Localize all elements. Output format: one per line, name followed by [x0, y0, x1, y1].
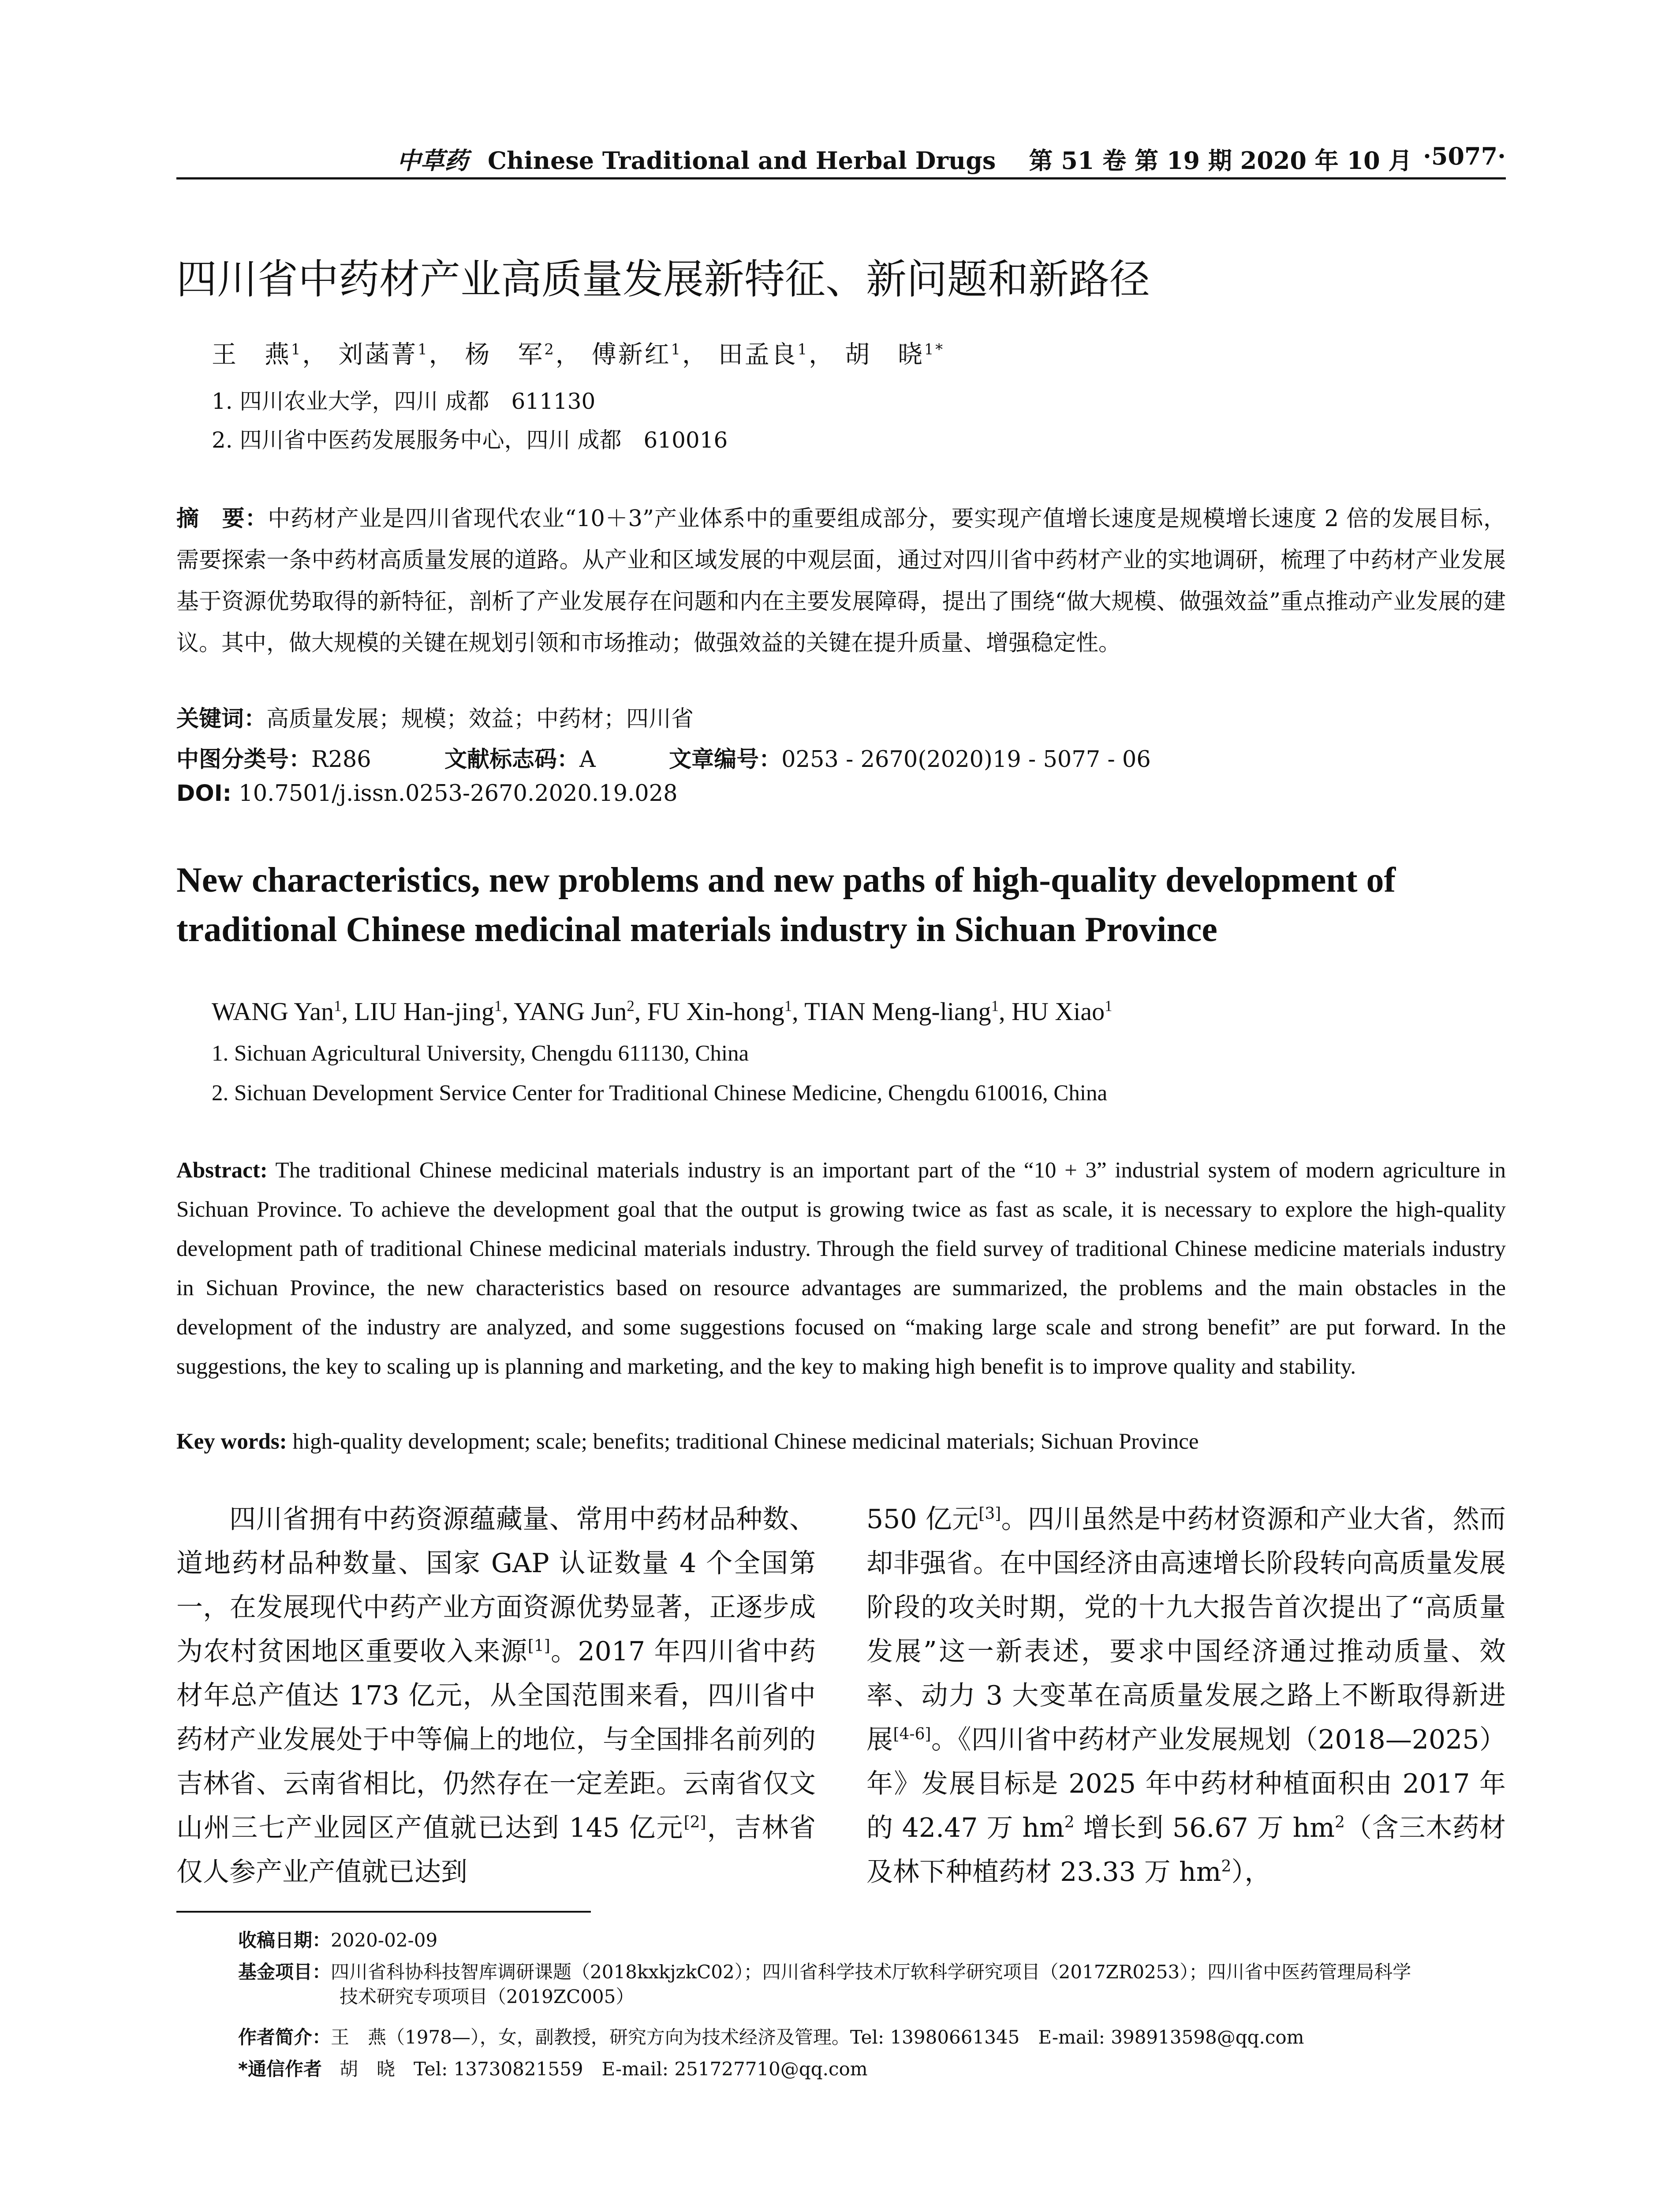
- author-en: YANG Jun: [514, 997, 627, 1026]
- abstract-cn: [176, 498, 1506, 664]
- header-rule: [176, 177, 1506, 179]
- body-text: 。《四川省中药材产业发展规划（2018—2025）年》发展目标是 2025 年中药材种植面积由 2017 年的 42.47 万 hm: [866, 1724, 1506, 1843]
- received-value: 2020-02-09: [331, 1929, 438, 1951]
- author-aff-mark: 1: [334, 997, 342, 1015]
- fund-value-continued: 技术研究专项项目（2019ZC005）: [340, 1986, 635, 2007]
- citation-ref[interactable]: [4-6]: [893, 1725, 931, 1743]
- body-column-left: [176, 1497, 816, 1894]
- doc-code-label: 文献标志码：: [444, 747, 579, 773]
- journal-en-name: Chinese Traditional and Herbal Drugs: [488, 146, 996, 175]
- keywords-en: [176, 1429, 1506, 1454]
- author-aff-mark: 1: [991, 997, 999, 1015]
- body-text: ，吉林省仅人参产业产值就已达到: [176, 1813, 816, 1887]
- author-en: TIAN Meng-liang: [804, 997, 991, 1026]
- doc-code-value: A: [579, 747, 596, 773]
- author-aff-mark: 1: [291, 340, 302, 358]
- citation-ref[interactable]: [2]: [683, 1813, 706, 1831]
- author-aff-mark: 1*: [924, 340, 945, 358]
- authors-cn: 王 燕$^1$， 刘菡菁$^1$， 杨 军$^2$， 傅新红$^1$， 田孟良$^1$， 胡 晓$^{1*}$: [212, 340, 945, 369]
- author-aff-mark: 2: [627, 997, 635, 1015]
- author-en: FU Xin-hong: [647, 997, 784, 1026]
- article-no-value: 0253 - 2670(2020)19 - 5077 - 06: [781, 747, 1151, 773]
- author-aff-mark: 1: [671, 340, 682, 358]
- abstract-cn-label: 摘 要：: [176, 506, 268, 532]
- body-text: 。2017 年四川省中药材年总产值达 173 亿元，从全国范围来看，四川省中药材产业发展处于中等偏上的地位，与全国排名前列的吉林省、云南省相比，仍然存在一定差距。云南省仅文山州三七产业园区产值就已达到 145 亿元: [176, 1636, 816, 1843]
- citation-ref[interactable]: [1]: [527, 1637, 550, 1655]
- received-label: 收稿日期：: [238, 1929, 331, 1951]
- author-aff-mark: 1: [494, 997, 502, 1015]
- author-aff-mark: 1: [797, 340, 809, 358]
- author-en: WANG Yan: [212, 997, 334, 1026]
- journal-cn-logo: 中草药: [397, 146, 468, 175]
- page-number: ·5077·: [1423, 142, 1506, 170]
- running-header: [176, 139, 1506, 175]
- keywords-en-text: high-quality development; scale; benefits; traditional Chinese medicinal materials; Sichuan Province: [292, 1429, 1199, 1454]
- citation-ref[interactable]: [3]: [978, 1505, 1001, 1523]
- footnote-corresponding: [238, 2057, 1508, 2082]
- author-aff-mark: 1: [418, 340, 429, 358]
- affiliation-en-2: 2. Sichuan Development Service Center for Traditional Chinese Medicine, Chengdu 610016, China: [212, 1081, 1108, 1106]
- affiliation-en-1: 1. Sichuan Agricultural University, Chengdu 611130, China: [212, 1041, 749, 1066]
- clc-label: 中图分类号：: [176, 747, 312, 773]
- body-text: 。四川虽然是中药材资源和产业大省，然而却非强省。在中国经济由高速增长阶段转向高质量发展阶段的攻关时期，党的十九大报告首次提出了“高质量发展”这一新表述，要求中国经济通过推动质量、效率、动力 3 大变革在高质量发展之路上不断取得新进展: [866, 1504, 1506, 1755]
- keywords-en-label: Key words:: [176, 1429, 287, 1454]
- author-cn: 傅新红: [591, 340, 671, 369]
- author-cn: 田孟良: [718, 340, 798, 369]
- keywords-cn-label: 关键词：: [176, 706, 267, 732]
- keywords-cn: [176, 700, 694, 733]
- affiliation-cn-1: 1. 四川农业大学，四川 成都 611130: [212, 389, 596, 414]
- unit-superscript: 2: [1221, 1857, 1232, 1876]
- author-aff-mark: 2: [544, 340, 556, 358]
- unit-superscript: 2: [1064, 1813, 1075, 1831]
- doi-value[interactable]: 10.7501/j.issn.0253-2670.2020.19.028: [239, 781, 678, 807]
- author-cn: 胡 晓: [844, 340, 924, 369]
- body-text: 增长到 56.67 万 hm: [1074, 1813, 1335, 1843]
- abstract-en: [176, 1151, 1506, 1387]
- issue-info: 第 51 卷 第 19 期 2020 年 10 月: [1029, 146, 1412, 175]
- journal-line: [397, 142, 1412, 176]
- body-text: 550 亿元: [866, 1504, 979, 1535]
- clc-value: R286: [311, 747, 371, 773]
- footnote-received: [238, 1928, 1508, 1953]
- body-column-right: [866, 1497, 1506, 1894]
- author-cn: 杨 军: [465, 340, 545, 369]
- corresponding-value: 胡 晓 Tel: 13730821559 E-mail: 251727710@qq.com: [340, 2058, 868, 2080]
- body-text: 四川省拥有中药资源蕴藏量、常用中药材品种数、道地药材品种数量、国家 GAP 认证数量 4 个全国第一，在发展现代中药产业方面资源优势显著，正逐步成为农村贫困地区重要收入来源: [176, 1504, 816, 1667]
- author-cn: 王 燕: [212, 340, 291, 369]
- author-aff-mark: 1: [784, 997, 792, 1015]
- title-en: New characteristics, new problems and new paths of high-quality development of traditional Chinese medicinal materials industry in Sichuan Province: [176, 861, 1396, 949]
- affiliation-cn-2: 2. 四川省中医药发展服务中心，四川 成都 610016: [212, 427, 728, 453]
- author-en: LIU Han-jing: [354, 997, 494, 1026]
- article-no-label: 文章编号：: [669, 747, 782, 773]
- fund-value: 四川省科协科技智库调研课题（2018kxkjzkC02）；四川省科学技术厅软科学研究项目（2017ZR0253）；四川省中医药管理局科学: [331, 1961, 1411, 1983]
- classification-line: [176, 741, 1217, 774]
- footnote-author: [238, 2025, 1508, 2050]
- body-text: （含三木药材及林下种植药材 23.33 万 hm: [866, 1813, 1506, 1887]
- unit-superscript: 2: [1335, 1813, 1345, 1831]
- author-en: HU Xiao: [1012, 997, 1105, 1026]
- author-cn: 刘菡菁: [338, 340, 418, 369]
- author-bio-value: 王 燕（1978—），女，副教授，研究方向为技术经济及管理。Tel: 13980661345 E-mail: 398913598@qq.com: [331, 2026, 1304, 2048]
- author-bio-label: 作者简介：: [238, 2026, 331, 2048]
- abstract-en-text: The traditional Chinese medicinal materials industry is an important part of the “10 + 3” industrial system of modern agriculture in Sichuan Province. To achieve the development goal that the output is growing twice as fast as scale, it is necessary to explore the high-quality development path of traditional Chinese medicinal materials industry. Through the field survey of traditional Chinese medicine materials industry in Sichuan Province, the new characteristics based on resource advantages are summarized, the problems and the main obstacles in the development of the industry are analyzed, and some suggestions focused on “making large scale and strong benefit” are put forward. In the suggestions, the key to scaling up is planning and marketing, and the key to making high benefit is to improve quality and stability.: [176, 1158, 1506, 1379]
- doi-line: [176, 781, 678, 807]
- abstract-cn-text: 中药材产业是四川省现代农业“10＋3”产业体系中的重要组成部分，要实现产值增长速度是规模增长速度 2 倍的发展目标，需要探索一条中药材高质量发展的道路。从产业和区域发展的中观层面，通过对四川省中药材产业的实地调研，梳理了中药材产业发展基于资源优势取得的新特征，剖析了产业发展存在问题和内在主要发展障碍，提出了围绕“做大规模、做强效益”重点推动产业发展的建议。其中，做大规模的关键在规划引领和市场推动；做强效益的关键在提升质量、增强稳定性。: [176, 506, 1506, 656]
- corresponding-label: *通信作者: [238, 2058, 322, 2080]
- doi-label: DOI:: [176, 781, 232, 807]
- body-text: ），: [1231, 1857, 1271, 1887]
- author-aff-mark: 1: [1105, 997, 1113, 1015]
- footnote-fund: [238, 1960, 1508, 2009]
- keywords-cn-text: 高质量发展；规模；效益；中药材；四川省: [266, 706, 694, 732]
- footnote-rule: [176, 1911, 591, 1913]
- abstract-en-label: Abstract:: [176, 1158, 268, 1183]
- title-cn: 四川省中药材产业高质量发展新特征、新问题和新路径: [176, 256, 1150, 303]
- authors-en: WANG Yan$^1$, LIU Han-jing$^1$, YANG Jun$^2$, FU Xin-hong$^1$, TIAN Meng-liang$^1$, HU Xiao$^1$: [212, 997, 1113, 1026]
- fund-label: 基金项目：: [238, 1961, 331, 1983]
